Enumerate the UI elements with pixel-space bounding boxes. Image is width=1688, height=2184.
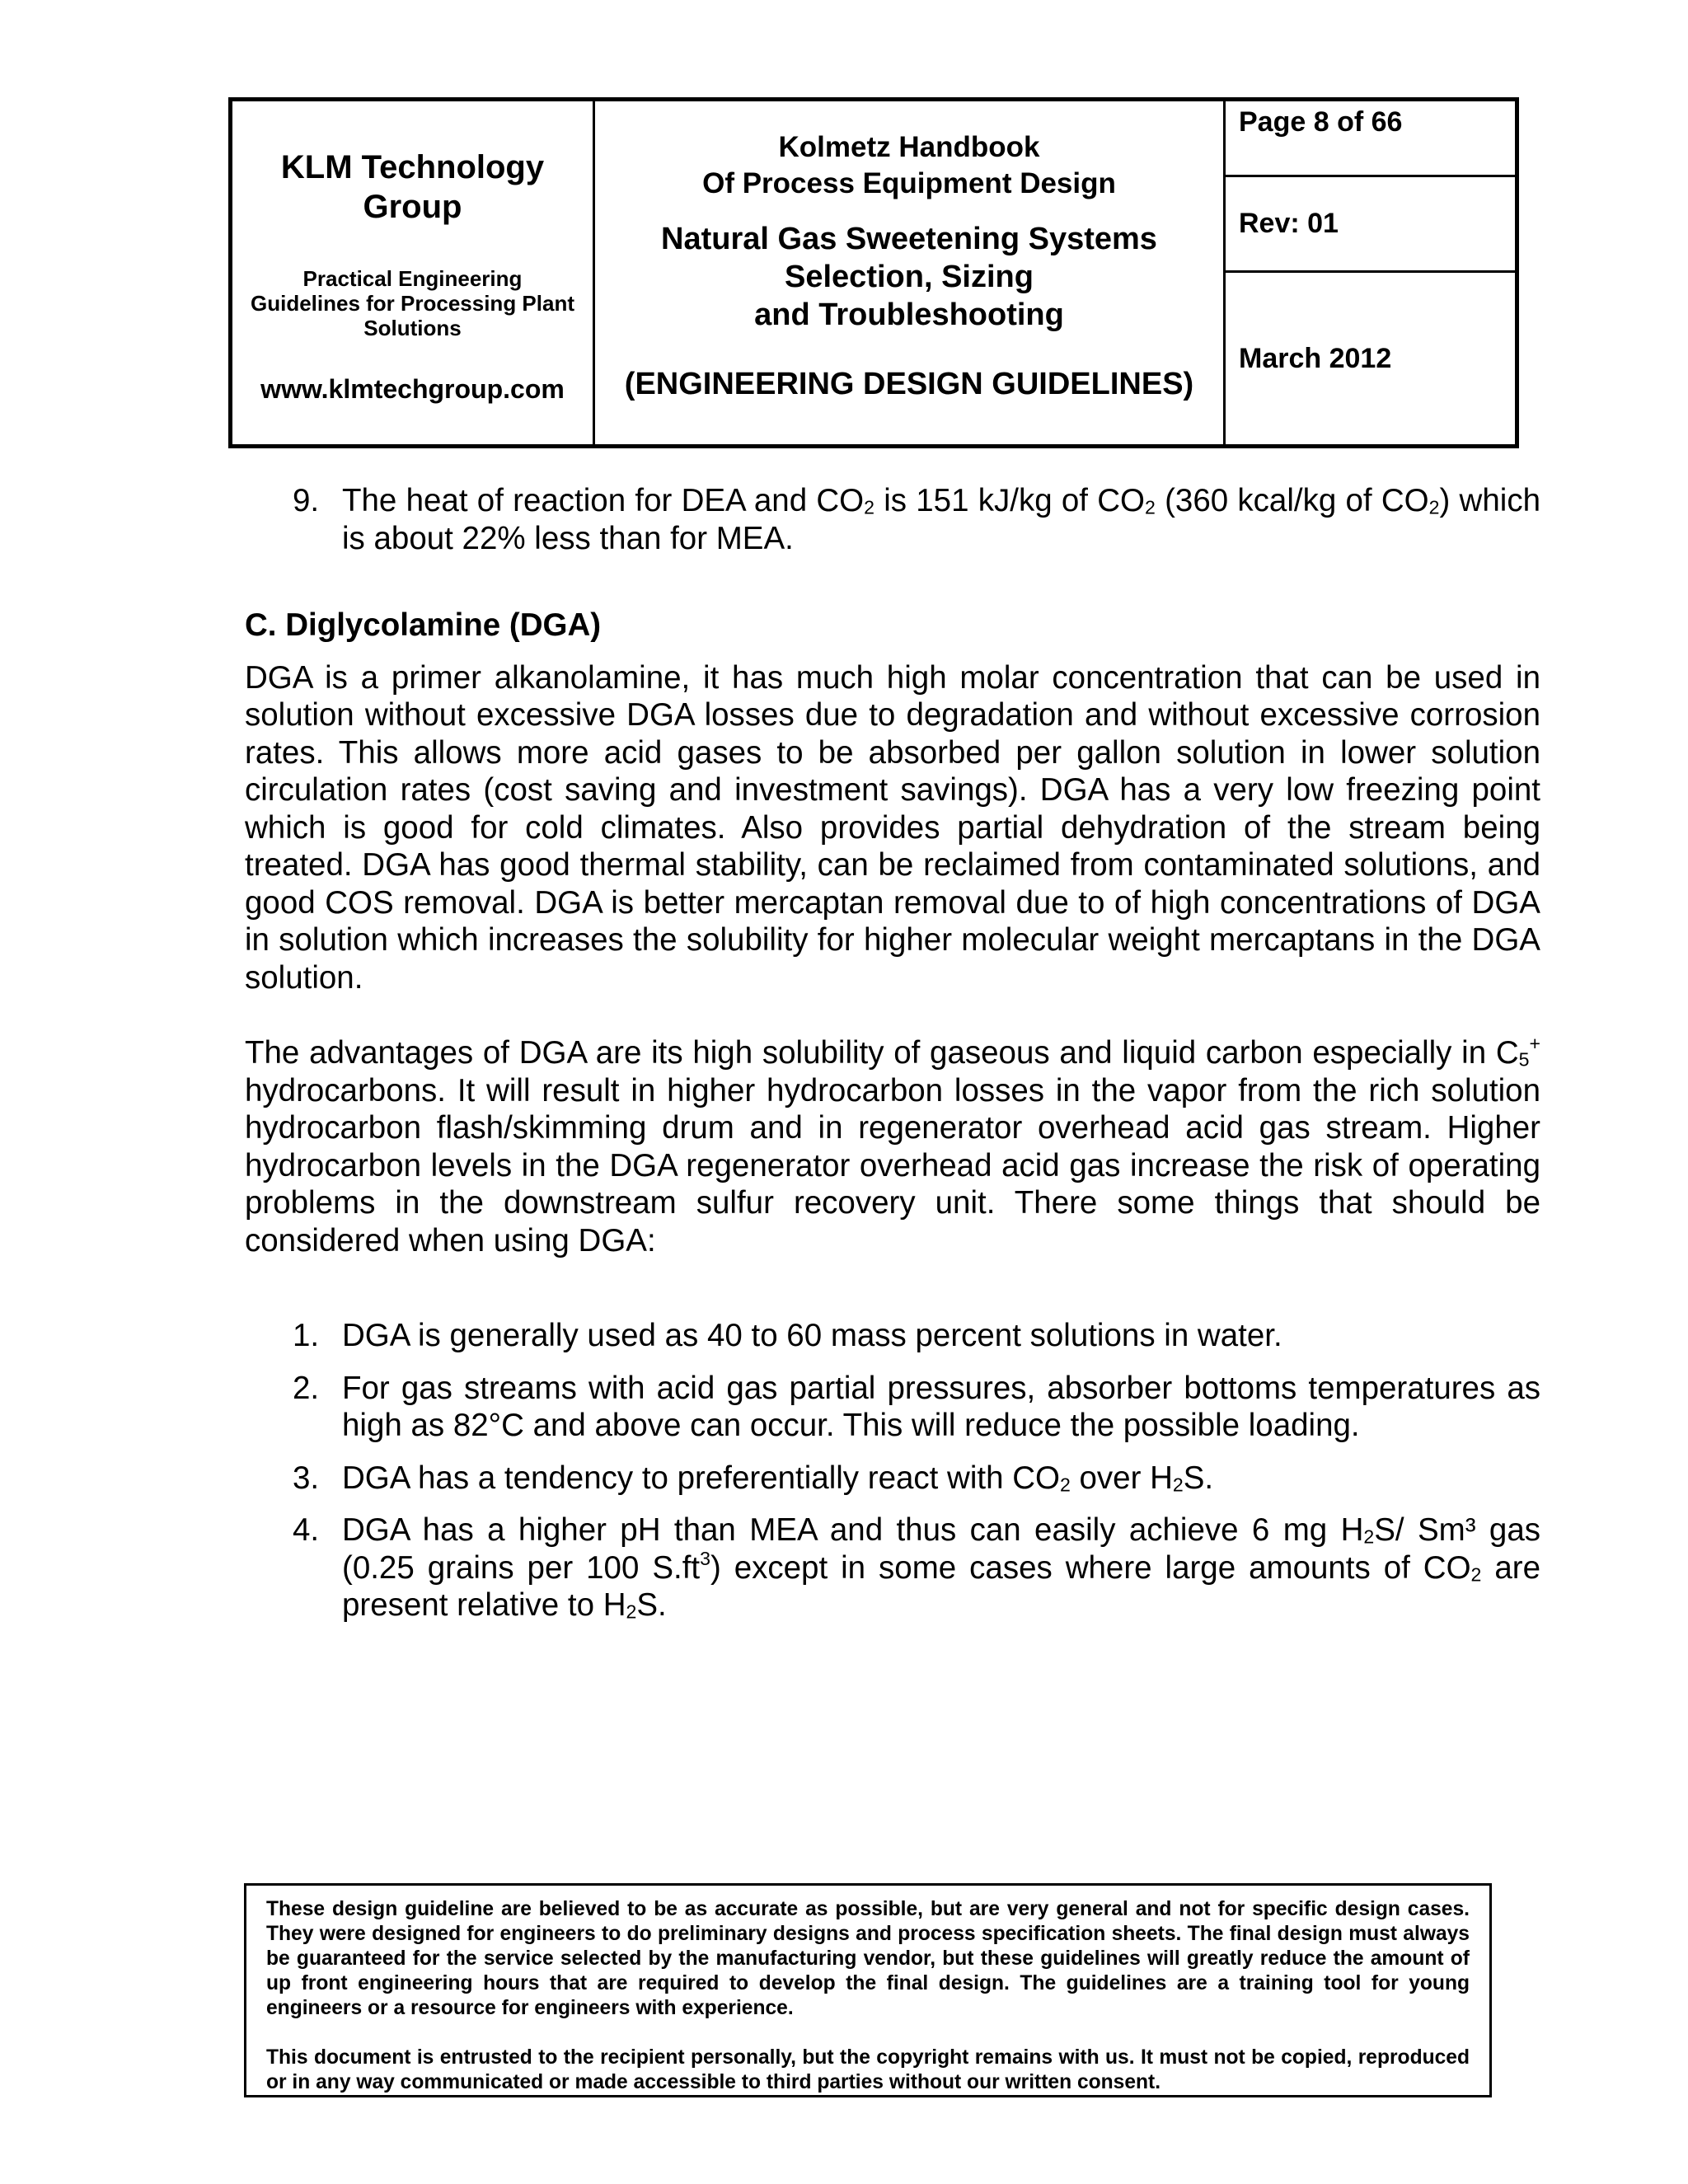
section-heading: C. Diglycolamine (DGA) bbox=[245, 607, 602, 643]
subscript: 2 bbox=[1428, 496, 1440, 518]
subscript: 2 bbox=[1363, 1526, 1375, 1548]
list-item-9 bbox=[245, 482, 1540, 557]
list-item bbox=[245, 1511, 1540, 1624]
list-number: 2. bbox=[293, 1370, 320, 1406]
list-number: 1. bbox=[293, 1318, 320, 1353]
list-number: 4. bbox=[293, 1512, 320, 1548]
subject-line1: Natural Gas Sweetening Systems bbox=[661, 222, 1157, 256]
subscript: 5 bbox=[1518, 1048, 1530, 1071]
item-text: is 151 kJ/kg of CO bbox=[874, 483, 1145, 518]
main-content bbox=[245, 482, 1540, 1639]
list-item bbox=[245, 1460, 1540, 1497]
handbook-title bbox=[702, 129, 1116, 202]
subscript: 2 bbox=[1470, 1563, 1482, 1585]
company-name bbox=[281, 148, 544, 227]
item-text: DGA is generally used as 40 to 60 mass percent solutions in water. bbox=[342, 1318, 1282, 1353]
subscript: 2 bbox=[864, 496, 874, 518]
header-company-cell bbox=[232, 101, 595, 444]
list-item bbox=[245, 1317, 1540, 1355]
handbook-title-line2: Of Process Equipment Design bbox=[702, 167, 1116, 199]
document-subject bbox=[661, 220, 1157, 334]
document-header bbox=[228, 97, 1519, 448]
subscript: 2 bbox=[626, 1601, 637, 1623]
paragraph-text: The advantages of DGA are its high solubility of gaseous and liquid carbon especially in C bbox=[245, 1035, 1519, 1071]
item-text: ) which is about 22% less than for MEA. bbox=[342, 483, 1540, 556]
numbered-list bbox=[245, 1317, 1540, 1624]
document-date: March 2012 bbox=[1239, 342, 1392, 374]
revision: Rev: 01 bbox=[1226, 177, 1515, 273]
superscript: 3 bbox=[700, 1547, 710, 1569]
item-text: S. bbox=[1183, 1460, 1214, 1496]
company-name-line1: KLM Technology bbox=[280, 149, 545, 185]
subscript: 2 bbox=[1172, 1473, 1184, 1495]
header-title-cell bbox=[595, 101, 1226, 444]
company-website: www.klmtechgroup.com bbox=[260, 374, 565, 404]
guidelines-label: (ENGINEERING DESIGN GUIDELINES) bbox=[624, 367, 1194, 401]
paragraph bbox=[245, 1034, 1540, 1259]
item-text: DGA has a tendency to preferentially react with CO bbox=[342, 1460, 1060, 1496]
item-text: S. bbox=[636, 1587, 667, 1623]
paragraph-text: hydrocarbons. It will result in higher hydrocarbon losses in the vapor from the rich solution hydrocarbon flash/skimming drum and in regenerator overhead acid gas stream. Higher hydrocarbon levels in the DGA regenerator overhead acid gas increase the risk of operating problems in the downstream sulfur recovery unit. There some things that should be considered when using DGA: bbox=[245, 1072, 1540, 1258]
company-tagline bbox=[251, 266, 574, 340]
subject-line3: and Troubleshooting bbox=[754, 298, 1064, 332]
disclaimer-box bbox=[244, 1883, 1492, 2097]
subject-line2: Selection, Sizing bbox=[785, 260, 1034, 294]
copyright-paragraph: This document is entrusted to the recipient personally, but the copyright remains with us. It must not be copied, reproduced or in any way communicated or made accessible to third parties without our written consent. bbox=[266, 2046, 1470, 2093]
tagline-line2: Guidelines for Processing Plant bbox=[251, 291, 574, 316]
disclaimer-paragraph: These design guideline are believed to be as accurate as possible, but are very general and not for specific design cases. They were designed for engineers to do preliminary designs and process specification sheets. The final design must always be guaranteed for the service selected by the manufacturing vendor, but these guidelines will greatly reduce the amount of up front engineering hours that are required to develop the final design. The guidelines are a training tool for young engineers or a resource for engineers with experience. bbox=[266, 1898, 1470, 2019]
header-meta-cell bbox=[1226, 101, 1515, 444]
item-text: over H bbox=[1070, 1460, 1173, 1496]
item-text: S/ Sm³ gas (0.25 grains per 100 S.ft bbox=[342, 1512, 1540, 1586]
item-text: The heat of reaction for DEA and CO bbox=[342, 483, 865, 518]
item-text: are present relative to H bbox=[342, 1549, 1540, 1623]
page-number: Page 8 of 66 bbox=[1226, 101, 1515, 177]
tagline-line1: Practical Engineering bbox=[302, 266, 523, 291]
handbook-title-line1: Kolmetz Handbook bbox=[778, 131, 1040, 163]
superscript: + bbox=[1529, 1032, 1540, 1054]
item-text: For gas streams with acid gas partial pressures, absorber bottoms temperatures as high as 82°C and above can occur. This will reduce the possible loading. bbox=[342, 1370, 1540, 1443]
company-name-line2: Group bbox=[363, 189, 462, 225]
list-number: 3. bbox=[293, 1460, 320, 1496]
list-item bbox=[245, 1370, 1540, 1445]
item-text: ) except in some cases where large amounts of CO bbox=[710, 1549, 1471, 1586]
subscript: 2 bbox=[1145, 496, 1156, 518]
paragraph: DGA is a primer alkanolamine, it has much high molar concentration that can be used in solution without excessive DGA losses due to degradation and without excessive corrosion rates. This allows more acid gases to be absorbed per gallon solution in lower solution circulation rates (cost saving and investment savings). DGA has a very low freezing point which is good for cold climates. Also provides partial dehydration of the stream being treated. DGA has good thermal stability, can be reclaimed from contaminated solutions, and good COS removal. DGA is better mercaptan removal due to of high concentrations of DGA in solution which increases the solubility for higher molecular weight mercaptans in the DGA solution. bbox=[245, 659, 1540, 996]
tagline-line3: Solutions bbox=[363, 316, 462, 340]
list-number: 9. bbox=[293, 483, 320, 518]
item-text: DGA has a higher pH than MEA and thus can easily achieve 6 mg H bbox=[342, 1512, 1364, 1548]
item-text: (360 kcal/kg of CO bbox=[1155, 483, 1429, 518]
subscript: 2 bbox=[1059, 1473, 1071, 1495]
